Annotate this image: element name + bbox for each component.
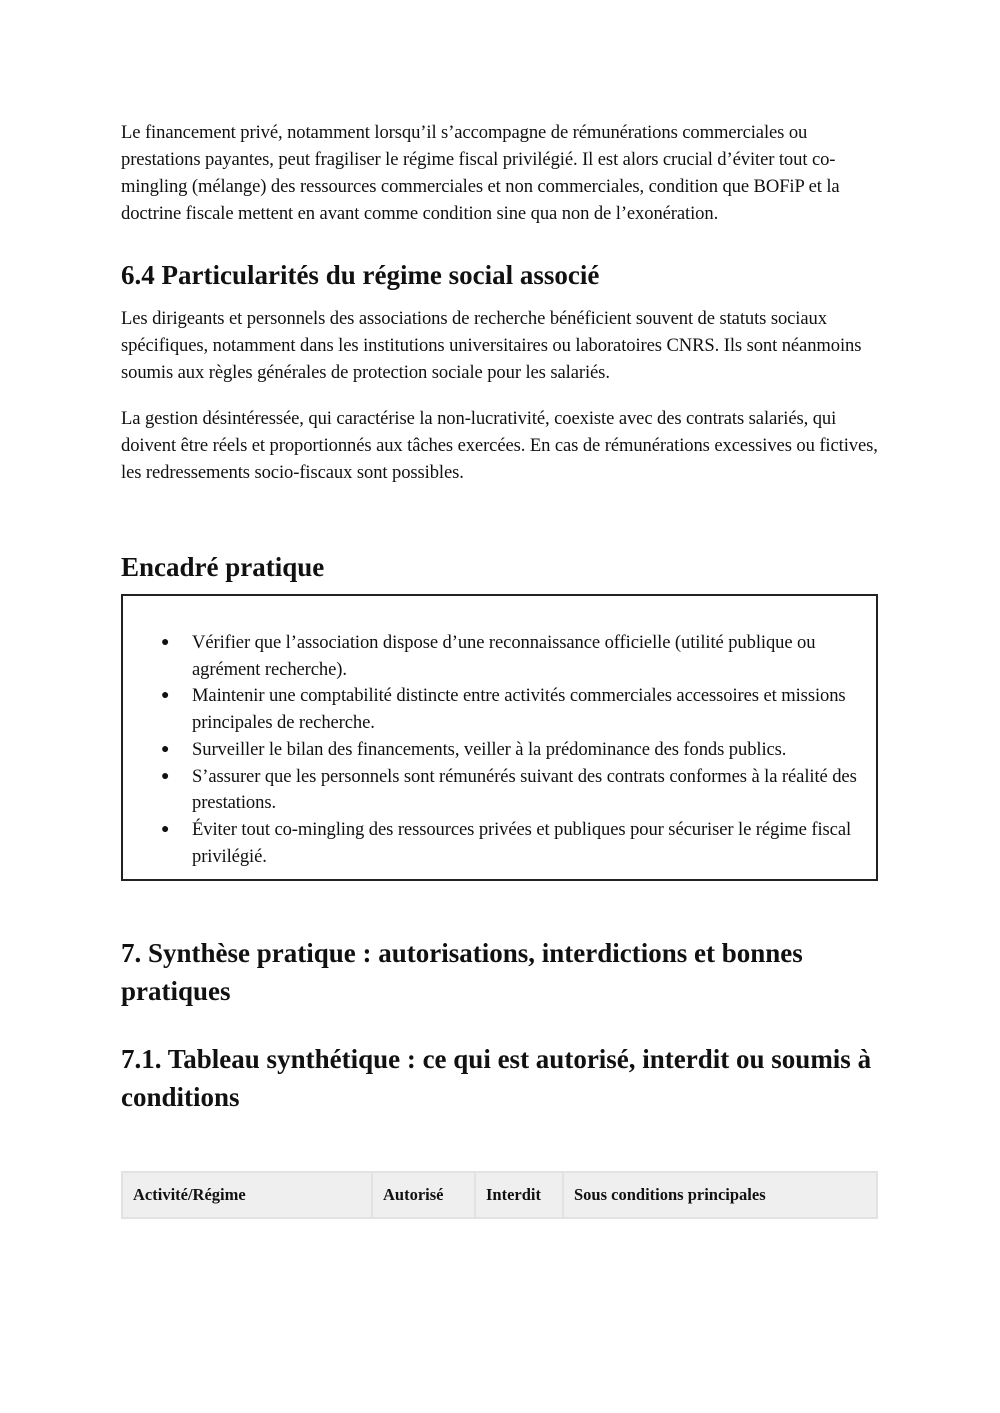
list-item-text: S’assurer que les personnels sont rémunérés suivant des contrats conformes à la réalité des prestations. [192, 765, 857, 814]
list-item [161, 737, 873, 764]
paragraph-disinterested-management: La gestion désintéressée, qui caractérise la non-lucrativité, coexiste avec des contrats salariés, qui doivent être réels et proportionnés aux tâches exercées. En cas de rémunérations excessives ou fictives, les redressements socio-fiscaux sont possibles. [121, 408, 878, 483]
bullet-icon: ● [161, 635, 170, 650]
list-item-text: Maintenir une comptabilité distincte entre activités commerciales accessoires et missions principales de recherche. [192, 685, 846, 734]
heading-section-7-1: 7.1. Tableau synthétique : ce qui est autorisé, interdit ou soumis à conditions [121, 1044, 872, 1112]
heading-section-7: 7. Synthèse pratique : autorisations, interdictions et bonnes pratiques [121, 938, 803, 1006]
list-item [161, 764, 873, 817]
heading-encadre-pratique: Encadré pratique [121, 552, 325, 582]
paragraph-social-status: Les dirigeants et personnels des associations de recherche bénéficient souvent de statuts sociaux spécifiques, notamment dans les institutions universitaires ou laboratoires CNRS. Ils sont néanmoins soumis aux règles générales de protection sociale pour les salariés. [121, 308, 862, 383]
column-header-activity: Activité/Régime [122, 1172, 372, 1218]
practical-list [161, 630, 873, 870]
column-header-forbidden: Interdit [475, 1172, 563, 1218]
table-header-row [122, 1172, 877, 1218]
list-item-text: Surveiller le bilan des financements, veiller à la prédominance des fonds publics. [192, 738, 787, 760]
column-header-authorized: Autorisé [372, 1172, 475, 1218]
list-item [161, 630, 873, 683]
bullet-icon: ● [161, 741, 170, 757]
list-item-text: Éviter tout co-mingling des ressources privées et publiques pour sécuriser le régime fiscal privilégié. [192, 818, 852, 867]
list-item [161, 683, 873, 736]
bullet-icon: ● [161, 768, 170, 784]
paragraph-private-funding: Le financement privé, notamment lorsqu’il s’accompagne de rémunérations commerciales ou prestations payantes, peut fragiliser le régime fiscal privilégié. Il est alors crucial d’éviter tout co-mingling (mélange) des ressources commerciales et non commerciales, condition que BOFiP et la doctrine fiscale mettent en avant comme condition sine qua non de l’exonération. [121, 122, 840, 224]
bullet-icon: ● [161, 821, 170, 837]
list-item [161, 817, 873, 870]
list-item-text: Vérifier que l’association dispose d’une reconnaissance officielle (utilité publique ou agrément recherche). [192, 632, 816, 680]
column-header-conditions: Sous conditions principales [563, 1172, 877, 1218]
practical-box [121, 594, 878, 881]
bullet-icon: ● [161, 688, 170, 704]
synthesis-table [121, 1171, 878, 1219]
heading-section-6-4: 6.4 Particularités du régime social associé [121, 260, 600, 290]
